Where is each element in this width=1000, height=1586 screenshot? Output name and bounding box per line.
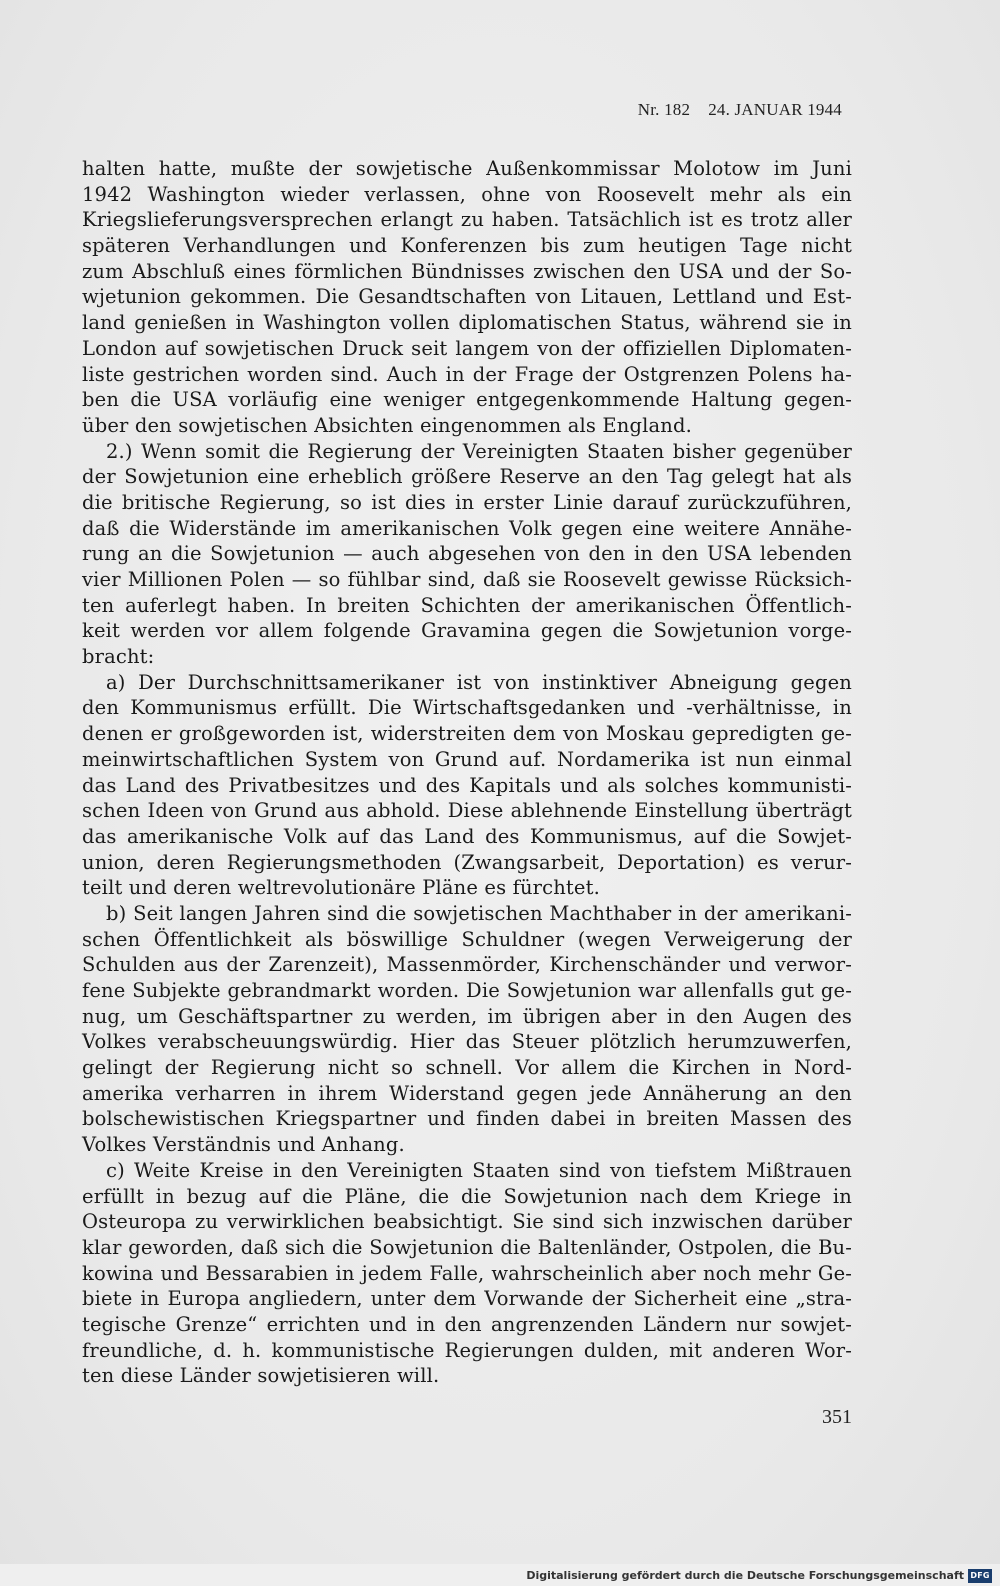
text-line: meinwirtschaftlichen System von Grund auf. Nordamerika ist nun einmal xyxy=(82,747,852,771)
text-line: kowina und Bessarabien in jedem Falle, wahrscheinlich aber noch mehr Ge- xyxy=(82,1261,852,1285)
text-line: wjetunion gekommen. Die Gesandtschaften von Litauen, Lettland und Est- xyxy=(82,285,852,309)
text-line: ten diese Länder sowjetisieren will. xyxy=(82,1364,440,1388)
text-line: ben die USA vorläufig eine weniger entgegenkommende Haltung gegen- xyxy=(82,388,852,412)
text-line: über den sowjetischen Absichten eingenommen als England. xyxy=(82,413,692,437)
text-line: Volkes verabscheuungswürdig. Hier das Steuer plötzlich herumzuwerfen, xyxy=(82,1030,852,1054)
page-number: 351 xyxy=(822,1406,852,1428)
document-date: 24. JANUAR 1944 xyxy=(708,100,842,119)
text-line: London auf sowjetischen Druck seit langem von der offiziellen Diplomaten- xyxy=(82,336,852,360)
text-line: nug, um Geschäftspartner zu werden, im übrigen aber in den Augen des xyxy=(82,1004,852,1028)
text-line: a) Der Durchschnittsamerikaner ist von instinktiver Abneigung gegen xyxy=(106,670,852,694)
footer-credit-text: Digitalisierung gefördert durch die Deutsche Forschungsgemeinschaft xyxy=(526,1569,964,1582)
text-line: das Land des Privatbesitzes und des Kapitals und als solches kommunisti- xyxy=(82,773,852,797)
text-line: c) Weite Kreise in den Vereinigten Staaten sind von tiefstem Mißtrauen xyxy=(106,1158,852,1182)
text-line: union, deren Regierungsmethoden (Zwangsarbeit, Deportation) es verur- xyxy=(82,850,852,874)
text-line: keit werden vor allem folgende Gravamina gegen die Sowjetunion vorge- xyxy=(82,619,852,643)
text-line: bracht: xyxy=(82,645,155,669)
document-number: Nr. 182 xyxy=(637,100,691,119)
text-line: schen Ideen von Grund aus abhold. Diese ablehnende Einstellung überträgt xyxy=(82,799,852,823)
text-line: Osteuropa zu verwirklichen beabsichtigt. Sie sind sich inzwischen darüber xyxy=(82,1210,852,1234)
body-text xyxy=(82,156,852,1389)
text-line: vier Millionen Polen — so fühlbar sind, daß sie Roosevelt gewisse Rücksich- xyxy=(82,568,852,591)
text-line: fene Subjekte gebrandmarkt worden. Die Sowjetunion war allenfalls gut ge- xyxy=(82,979,852,1002)
text-line: Schulden aus der Zarenzeit), Massenmörder, Kirchenschänder und verwor- xyxy=(82,953,852,977)
text-line: gelingt der Regierung nicht so schnell. Vor allem die Kirchen in Nord- xyxy=(82,1056,852,1080)
text-line: land genießen in Washington vollen diplomatischen Status, während sie in xyxy=(82,311,852,335)
text-line: halten hatte, mußte der sowjetische Außenkommissar Molotow im Juni xyxy=(82,157,852,180)
text-line: Kriegslieferungsversprechen erlangt zu haben. Tatsächlich ist es trotz aller xyxy=(82,208,852,232)
text-line: der Sowjetunion eine erheblich größere Reserve an den Tag gelegt hat als xyxy=(82,465,852,489)
text-line: schen Öffentlichkeit als böswillige Schuldner (wegen Verweigerung der xyxy=(82,927,852,951)
text-line: liste gestrichen worden sind. Auch in der Frage der Ostgrenzen Polens ha- xyxy=(82,362,852,386)
text-line: biete in Europa angliedern, unter dem Vorwande der Sicherheit eine „stra- xyxy=(82,1287,852,1311)
text-line: daß die Widerstände im amerikanischen Volk gegen eine weitere Annähe- xyxy=(82,516,852,540)
text-line: rung an die Sowjetunion — auch abgesehen von den in den USA lebenden xyxy=(82,542,852,566)
text-line: das amerikanische Volk auf das Land des Kommunismus, auf die Sowjet- xyxy=(82,824,852,848)
text-line: b) Seit langen Jahren sind die sowjetischen Machthaber in der amerikani- xyxy=(106,901,852,925)
running-head xyxy=(638,100,842,120)
text-line: tegische Grenze“ errichten und in den angrenzenden Ländern nur sowjet- xyxy=(82,1312,852,1336)
text-line: freundliche, d. h. kommunistische Regierungen dulden, mit anderen Wor- xyxy=(82,1338,852,1362)
text-line: späteren Verhandlungen und Konferenzen bis zum heutigen Tage nicht xyxy=(82,234,852,258)
text-line: 1942 Washington wieder verlassen, ohne von Roosevelt mehr als ein xyxy=(82,182,852,206)
text-line: den Kommunismus erfüllt. Die Wirtschaftsgedanken und -verhältnisse, in xyxy=(82,696,852,720)
text-line: ten auferlegt haben. In breiten Schichten der amerikanischen Öffentlich- xyxy=(82,593,852,617)
text-line: erfüllt in bezug auf die Pläne, die die Sowjetunion nach dem Kriege in xyxy=(82,1184,852,1208)
text-line: amerika verharren in ihrem Widerstand gegen jede Annäherung an den xyxy=(82,1081,852,1105)
text-line: bolschewistischen Kriegspartner und finden dabei in breiten Massen des xyxy=(82,1107,852,1131)
text-line: denen er großgeworden ist, widerstreiten dem von Moskau gepredigten ge- xyxy=(82,722,852,746)
text-line: klar geworden, daß sich die Sowjetunion die Baltenländer, Ostpolen, die Bu- xyxy=(82,1235,852,1259)
digitization-footer xyxy=(0,1564,1000,1586)
text-line: die britische Regierung, so ist dies in erster Linie darauf zurückzuführen, xyxy=(82,490,852,514)
text-line: teilt und deren weltrevolutionäre Pläne es fürchtet. xyxy=(82,876,600,900)
dfg-logo-icon: DFG xyxy=(968,1569,992,1583)
text-line: 2.) Wenn somit die Regierung der Vereinigten Staaten bisher gegenüber xyxy=(106,439,852,463)
text-line: zum Abschluß eines förmlichen Bündnisses zwischen den USA und der So- xyxy=(82,259,852,283)
text-line: Volkes Verständnis und Anhang. xyxy=(82,1133,405,1157)
